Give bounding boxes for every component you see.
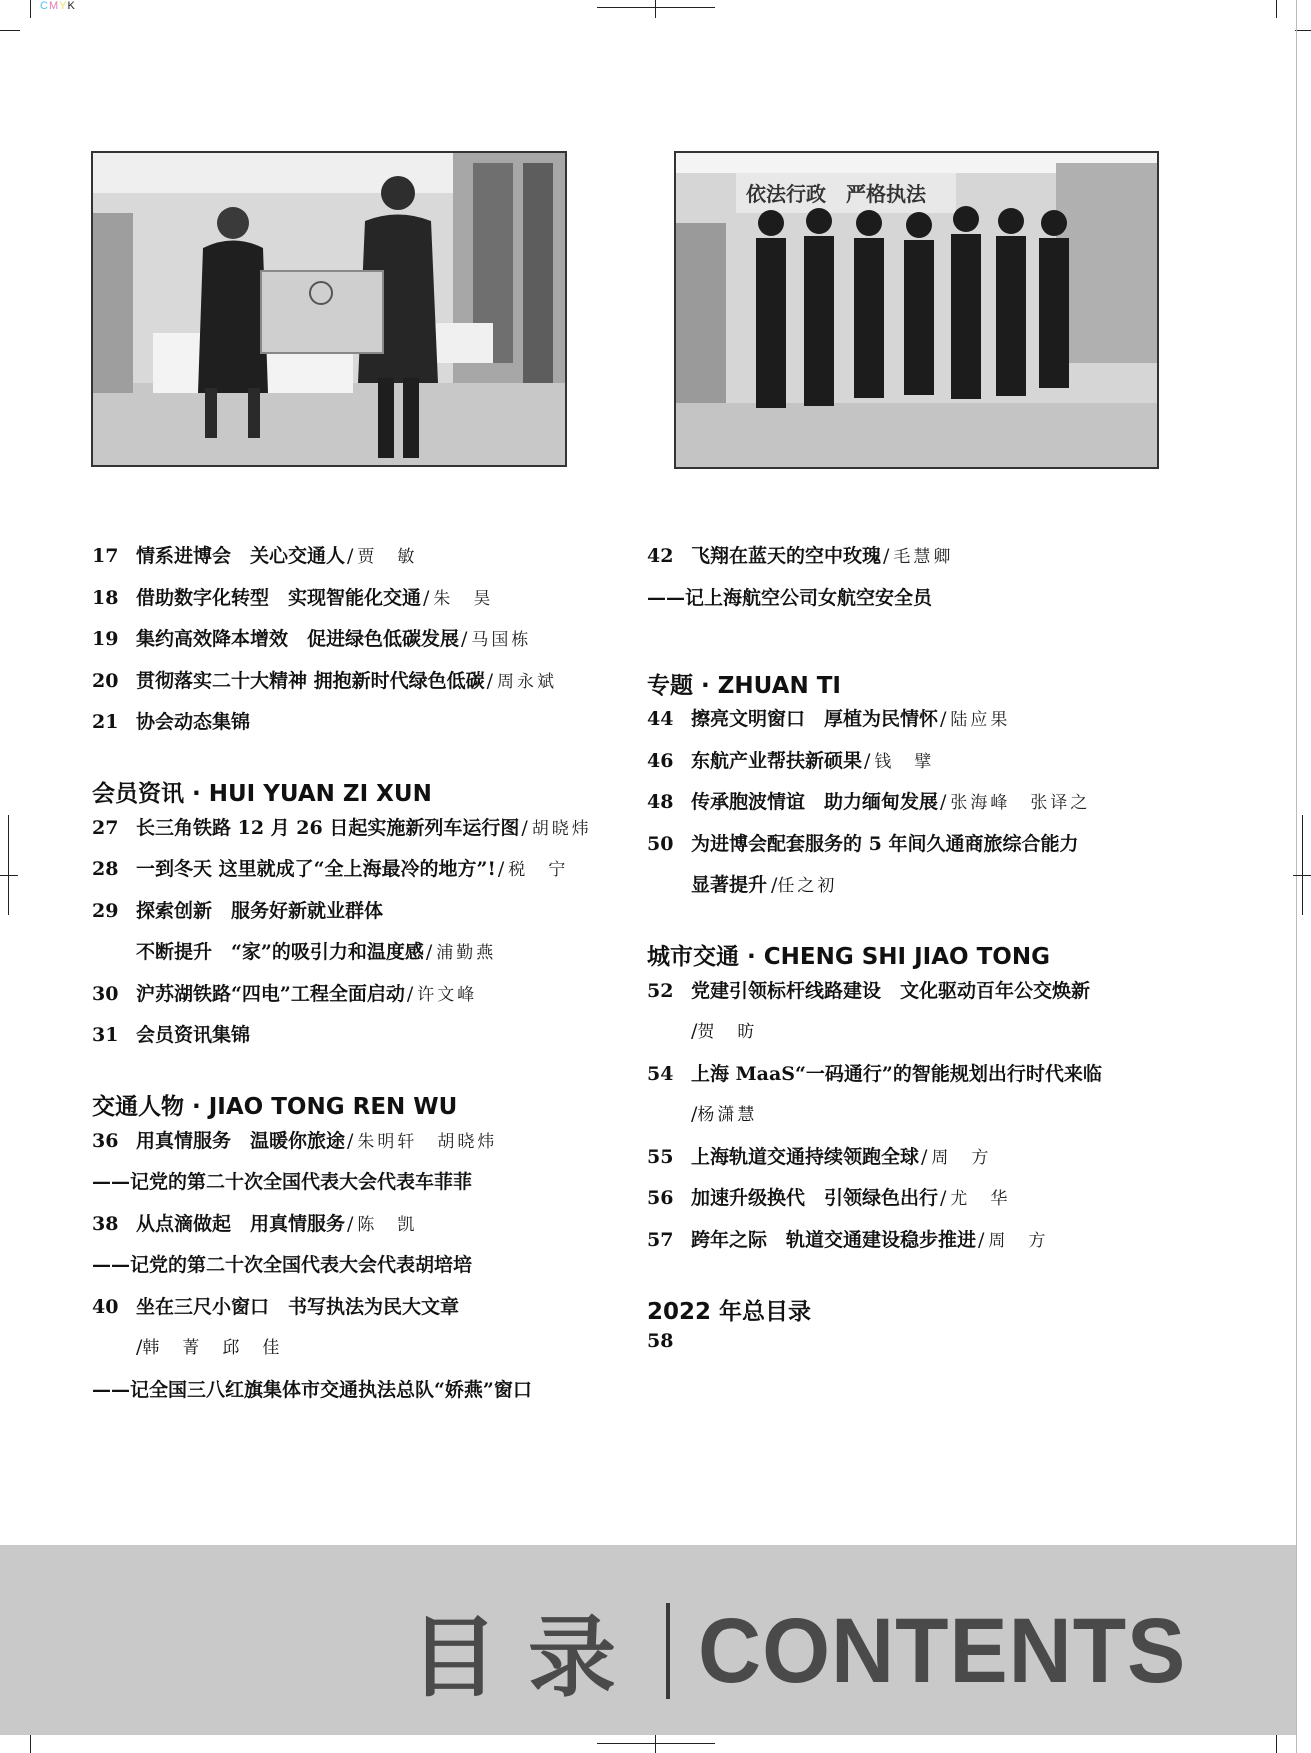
article-author-line: / 杨潇慧 bbox=[647, 1100, 1287, 1142]
article-author: 陈 凯 bbox=[357, 1214, 418, 1235]
article-author: 周永斌 bbox=[497, 671, 558, 692]
page-number: 55 bbox=[647, 1145, 674, 1168]
divider bbox=[666, 1603, 670, 1699]
article-author: 贺 昉 bbox=[697, 1022, 758, 1042]
article-author: 韩 菁 邱 佳 bbox=[142, 1338, 283, 1358]
article-title: 探索创新 服务好新就业群体 bbox=[136, 899, 384, 922]
article-title: 情系进博会 关心交通人 bbox=[136, 545, 346, 567]
page-number: 31 bbox=[92, 1024, 119, 1046]
toc-entry[interactable]: 46 东航产业帮扶新硕果 / 钱 擘 bbox=[647, 746, 1287, 788]
article-title-continued: 显著提升 / 任之初 bbox=[647, 870, 1287, 912]
section-heading-special: 专题 · ZHUAN TI bbox=[647, 672, 841, 699]
article-author: 周 方 bbox=[988, 1230, 1049, 1251]
article-author: 毛慧卿 bbox=[893, 547, 954, 567]
article-title: 加速升级换代 引领绿色出行 bbox=[691, 1187, 939, 1209]
banner-text: 依法行政 严格执法 bbox=[746, 182, 926, 206]
article-author-line: / 贺 昉 bbox=[647, 1017, 1287, 1059]
article-author: 朱 昊 bbox=[433, 588, 494, 609]
article-title: 坐在三尺小窗口 书写执法为民大文章 bbox=[136, 1295, 460, 1318]
article-title: 上海 MaaS“一码通行”的智能规划出行时代来临 bbox=[691, 1062, 1102, 1085]
toc-entry-continued[interactable]: 不断提升 “家”的吸引力和温度感 / 浦勤燕 bbox=[92, 937, 652, 979]
article-author: 朱明轩 胡晓炜 bbox=[357, 1131, 498, 1152]
crop-mark bbox=[1302, 815, 1303, 915]
article-subtitle: ——记党的第二十次全国代表大会代表车菲菲 bbox=[92, 1171, 473, 1193]
page-number: 46 bbox=[647, 749, 674, 772]
toc-entry[interactable]: 44 擦亮文明窗口 厚植为民情怀 / 陆应果 bbox=[647, 704, 1287, 746]
page-number: 54 bbox=[647, 1062, 674, 1085]
article-author: 贾 敏 bbox=[357, 547, 418, 567]
article-author: 周 方 bbox=[931, 1147, 992, 1168]
article-title: 贯彻落实二十大精神 拥抱新时代绿色低碳 bbox=[136, 669, 485, 692]
page-number: 19 bbox=[92, 628, 119, 650]
toc-entry[interactable] bbox=[92, 1020, 652, 1062]
page-number: 57 bbox=[647, 1228, 674, 1251]
article-author: 陆应果 bbox=[950, 710, 1011, 730]
article-author: 尤 华 bbox=[950, 1189, 1011, 1209]
article-title: 党建引领标杆线路建设 文化驱动百年公交焕新 bbox=[691, 979, 1091, 1002]
contents-title-en: CONTENTS bbox=[698, 1599, 1187, 1702]
page-number: 48 bbox=[647, 791, 674, 813]
article-title: 借助数字化转型 实现智能化交通 bbox=[136, 586, 422, 609]
page-number: 42 bbox=[647, 545, 674, 567]
crop-mark bbox=[30, 0, 31, 18]
article-author: 张海峰 张译之 bbox=[950, 793, 1091, 813]
page-number: 36 bbox=[92, 1129, 119, 1152]
toc-entry[interactable]: 55 上海轨道交通持续领跑全球 / 周 方 bbox=[647, 1142, 1287, 1184]
toc-entry[interactable]: 17 情系进博会 关心交通人 / 贾 敏 bbox=[92, 541, 652, 583]
crop-mark bbox=[1295, 30, 1311, 31]
crop-mark bbox=[655, 0, 656, 18]
article-title: 东航产业帮扶新硕果 bbox=[691, 749, 863, 772]
article-title: 擦亮文明窗口 厚植为民情怀 bbox=[691, 708, 939, 730]
toc-entry[interactable] bbox=[647, 829, 1287, 871]
page-number: 44 bbox=[647, 708, 674, 730]
toc-entry[interactable]: 18 借助数字化转型 实现智能化交通 / 朱 昊 bbox=[92, 583, 652, 625]
article-title: 会员资讯集锦 bbox=[136, 1024, 251, 1046]
crop-mark bbox=[30, 1735, 31, 1753]
page-number: 40 bbox=[92, 1295, 119, 1318]
article-title: 飞翔在蓝天的空中玫瑰 bbox=[691, 545, 882, 567]
contents-title-cn: 目录 bbox=[410, 1606, 647, 1709]
article-title: 从点滴做起 用真情服务 bbox=[136, 1212, 346, 1235]
crop-mark bbox=[1293, 875, 1311, 876]
page-number: 52 bbox=[647, 979, 674, 1002]
toc-entry[interactable]: 42 飞翔在蓝天的空中玫瑰 / 毛慧卿 bbox=[647, 541, 1287, 583]
toc-entry[interactable]: 19 集约高效降本增效 促进绿色低碳发展 / 马国栋 bbox=[92, 624, 652, 666]
crop-mark bbox=[1296, 0, 1297, 1753]
section-heading-city: 城市交通 · CHENG SHI JIAO TONG bbox=[647, 944, 1050, 970]
toc-entry[interactable]: 36 用真情服务 温暖你旅途 / 朱明轩 胡晓炜 bbox=[92, 1126, 652, 1168]
crop-mark bbox=[597, 7, 715, 8]
article-author-line: / 韩 菁 邱 佳 bbox=[92, 1333, 652, 1375]
article-author: 杨潇慧 bbox=[697, 1105, 758, 1125]
article-title: 长三角铁路 12 月 26 日起实施新列车运行图 bbox=[136, 816, 520, 839]
toc-entry[interactable]: 28 一到冬天 这里就成了“全上海最冷的地方”! / 税 宁 bbox=[92, 854, 652, 896]
section-heading-annual: 2022 年总目录 bbox=[647, 1298, 812, 1325]
toc-entry[interactable]: 57 跨年之际 轨道交通建设稳步推进 / 周 方 bbox=[647, 1225, 1287, 1267]
article-title: 用真情服务 温暖你旅途 bbox=[136, 1129, 346, 1152]
page-number: 56 bbox=[647, 1187, 674, 1209]
toc-entry[interactable] bbox=[647, 976, 1287, 1018]
toc-entry[interactable]: 48 传承胞波情谊 助力缅甸发展 / 张海峰 张译之 bbox=[647, 787, 1287, 829]
article-subtitle: ——记全国三八红旗集体市交通执法总队“娇燕”窗口 bbox=[92, 1378, 532, 1401]
page-number: 18 bbox=[92, 586, 119, 609]
article-title: 沪苏湖铁路“四电”工程全面启动 bbox=[136, 982, 405, 1005]
section-heading-people: 交通人物 · JIAO TONG REN WU bbox=[92, 1094, 458, 1120]
article-author: 马国栋 bbox=[471, 630, 532, 650]
article-title: 传承胞波情谊 助力缅甸发展 bbox=[691, 791, 939, 813]
page-number: 29 bbox=[92, 899, 119, 922]
article-title: 一到冬天 这里就成了“全上海最冷的地方”! bbox=[136, 858, 496, 880]
photo-enforcement-team bbox=[674, 151, 1159, 469]
crop-mark bbox=[0, 30, 20, 31]
article-author: 浦勤燕 bbox=[436, 943, 497, 963]
article-author: 任之初 bbox=[777, 876, 838, 896]
article-title: 集约高效降本增效 促进绿色低碳发展 bbox=[136, 628, 460, 650]
article-author: 许文峰 bbox=[417, 984, 478, 1005]
page-number: 38 bbox=[92, 1212, 119, 1235]
crop-mark bbox=[1276, 1735, 1277, 1753]
article-subtitle: ——记上海航空公司女航空安全员 bbox=[647, 586, 933, 609]
page-number: 20 bbox=[92, 669, 119, 692]
page-number: 28 bbox=[92, 858, 119, 880]
toc-entry[interactable] bbox=[92, 1292, 652, 1334]
page-number: 17 bbox=[92, 545, 119, 567]
article-title: 上海轨道交通持续领跑全球 bbox=[691, 1145, 920, 1168]
crop-mark bbox=[597, 1743, 715, 1744]
article-title: 为进博会配套服务的 5 年间久通商旅综合能力 bbox=[691, 832, 1079, 855]
article-author: 钱 擘 bbox=[874, 751, 935, 772]
toc-left-column bbox=[92, 541, 652, 1416]
section-heading-members: 会员资讯 · HUI YUAN ZI XUN bbox=[92, 781, 432, 807]
toc-entry[interactable]: 30 沪苏湖铁路“四电”工程全面启动 / 许文峰 bbox=[92, 979, 652, 1021]
page-number: 27 bbox=[92, 816, 119, 839]
toc-entry[interactable]: 27 长三角铁路 12 月 26 日起实施新列车运行图 / 胡晓炜 bbox=[92, 813, 652, 855]
footer-title bbox=[410, 1588, 1212, 1714]
article-title: 协会动态集锦 bbox=[136, 711, 251, 733]
crop-mark bbox=[1276, 0, 1277, 18]
crop-mark bbox=[8, 815, 9, 915]
toc-entry[interactable]: 20 贯彻落实二十大精神 拥抱新时代绿色低碳 / 周永斌 bbox=[92, 666, 652, 708]
article-title: 不断提升 “家”的吸引力和温度感 bbox=[136, 941, 424, 963]
article-author: 胡晓炜 bbox=[531, 818, 592, 839]
crop-mark bbox=[0, 875, 18, 876]
toc-entry[interactable] bbox=[92, 707, 652, 749]
page-number: 58 bbox=[647, 1330, 674, 1352]
article-title: 跨年之际 轨道交通建设稳步推进 bbox=[691, 1228, 977, 1251]
toc-entry[interactable]: 38 从点滴做起 用真情服务 / 陈 凯 bbox=[92, 1209, 652, 1251]
article-subtitle: ——记党的第二十次全国代表大会代表胡培培 bbox=[92, 1254, 473, 1276]
page-number: 30 bbox=[92, 982, 119, 1005]
toc-entry[interactable] bbox=[92, 896, 652, 938]
page-number: 50 bbox=[647, 832, 674, 855]
crop-mark bbox=[655, 1735, 656, 1753]
toc-right-column bbox=[647, 541, 1287, 1372]
toc-entry[interactable]: 56 加速升级换代 引领绿色出行 / 尤 华 bbox=[647, 1183, 1287, 1225]
toc-entry[interactable] bbox=[647, 1059, 1287, 1101]
article-author: 税 宁 bbox=[508, 860, 569, 880]
toc-entry[interactable] bbox=[647, 1330, 1287, 1372]
page-number: 21 bbox=[92, 711, 119, 733]
color-registration-label: CMYK bbox=[40, 0, 76, 12]
photo-ceremony bbox=[91, 151, 567, 467]
